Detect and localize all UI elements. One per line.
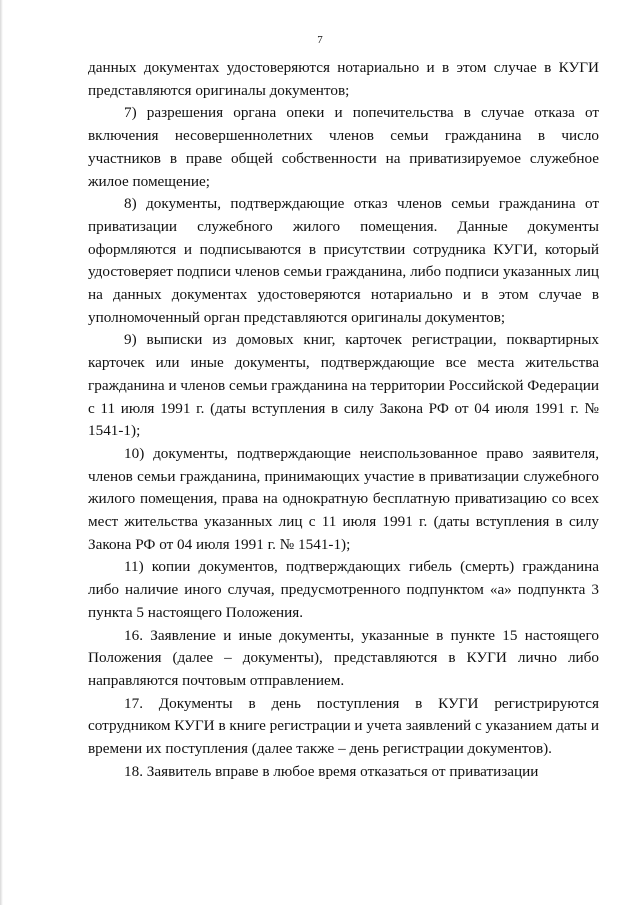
paragraph-continuation: данных документах удостоверяются нотариально и в этом случае в КУГИ представляются оригиналы документов;: [88, 59, 599, 99]
paragraph-clause-18: 18. Заявитель вправе в любое время отказаться от приватизации: [124, 762, 539, 780]
document-body: [88, 57, 599, 784]
paragraph-item-7: 7) разрешения органа опеки и попечительства в случае отказа от включения несовершеннолетних членов семьи гражданина в число участников в праве общей собственности на приватизируемое служебное жилое помещение;: [88, 104, 599, 190]
paragraph-clause-17: 17. Документы в день поступления в КУГИ регистрируются сотрудником КУГИ в книге регистрации и учета заявлений с указанием даты и времени их поступления (далее также – день регистрации документов).: [88, 694, 599, 758]
paragraph-item-10: 10) документы, подтверждающие неиспользованное право заявителя, членов семьи гражданина, принимающих участие в приватизации служебного жилого помещения, права на однократную бесплатную приватизацию со всех мест жительства указанных лиц с 11 июля 1991 г. (даты вступления в силу Закона РФ от 04 июля 1991 г. № 1541-1);: [88, 444, 599, 553]
paragraph-item-8: 8) документы, подтверждающие отказ членов семьи гражданина от приватизации служебного жилого помещения. Данные документы оформляются и подписываются в присутствии сотрудника КУГИ, который удостоверяет подписи членов семьи гражданина, либо подписи указанных лиц на данных документах удостоверяются нотариально и в этом случае в уполномоченный орган представляются оригиналы документов;: [88, 195, 599, 326]
page-number: 7: [317, 34, 323, 46]
paragraph-item-9: 9) выписки из домовых книг, карточек регистрации, поквартирных карточек или иные документы, подтверждающие все места жительства гражданина и членов семьи гражданина на территории Российской Федерации с 11 июля 1991 г. (даты вступления в силу Закона РФ от 04 июля 1991 г. № 1541-1);: [88, 331, 599, 440]
paragraph-clause-16: 16. Заявление и иные документы, указанные в пункте 15 настоящего Положения (далее – документы), представляются в КУГИ лично либо направляются почтовым отправлением.: [88, 626, 599, 689]
scan-edge: [0, 0, 3, 905]
paragraph-item-11: 11) копии документов, подтверждающих гибель (смерть) гражданина либо наличие иного случая, предусмотренного подпунктом «а» подпункта 3 пункта 5 настоящего Положения.: [88, 558, 599, 621]
